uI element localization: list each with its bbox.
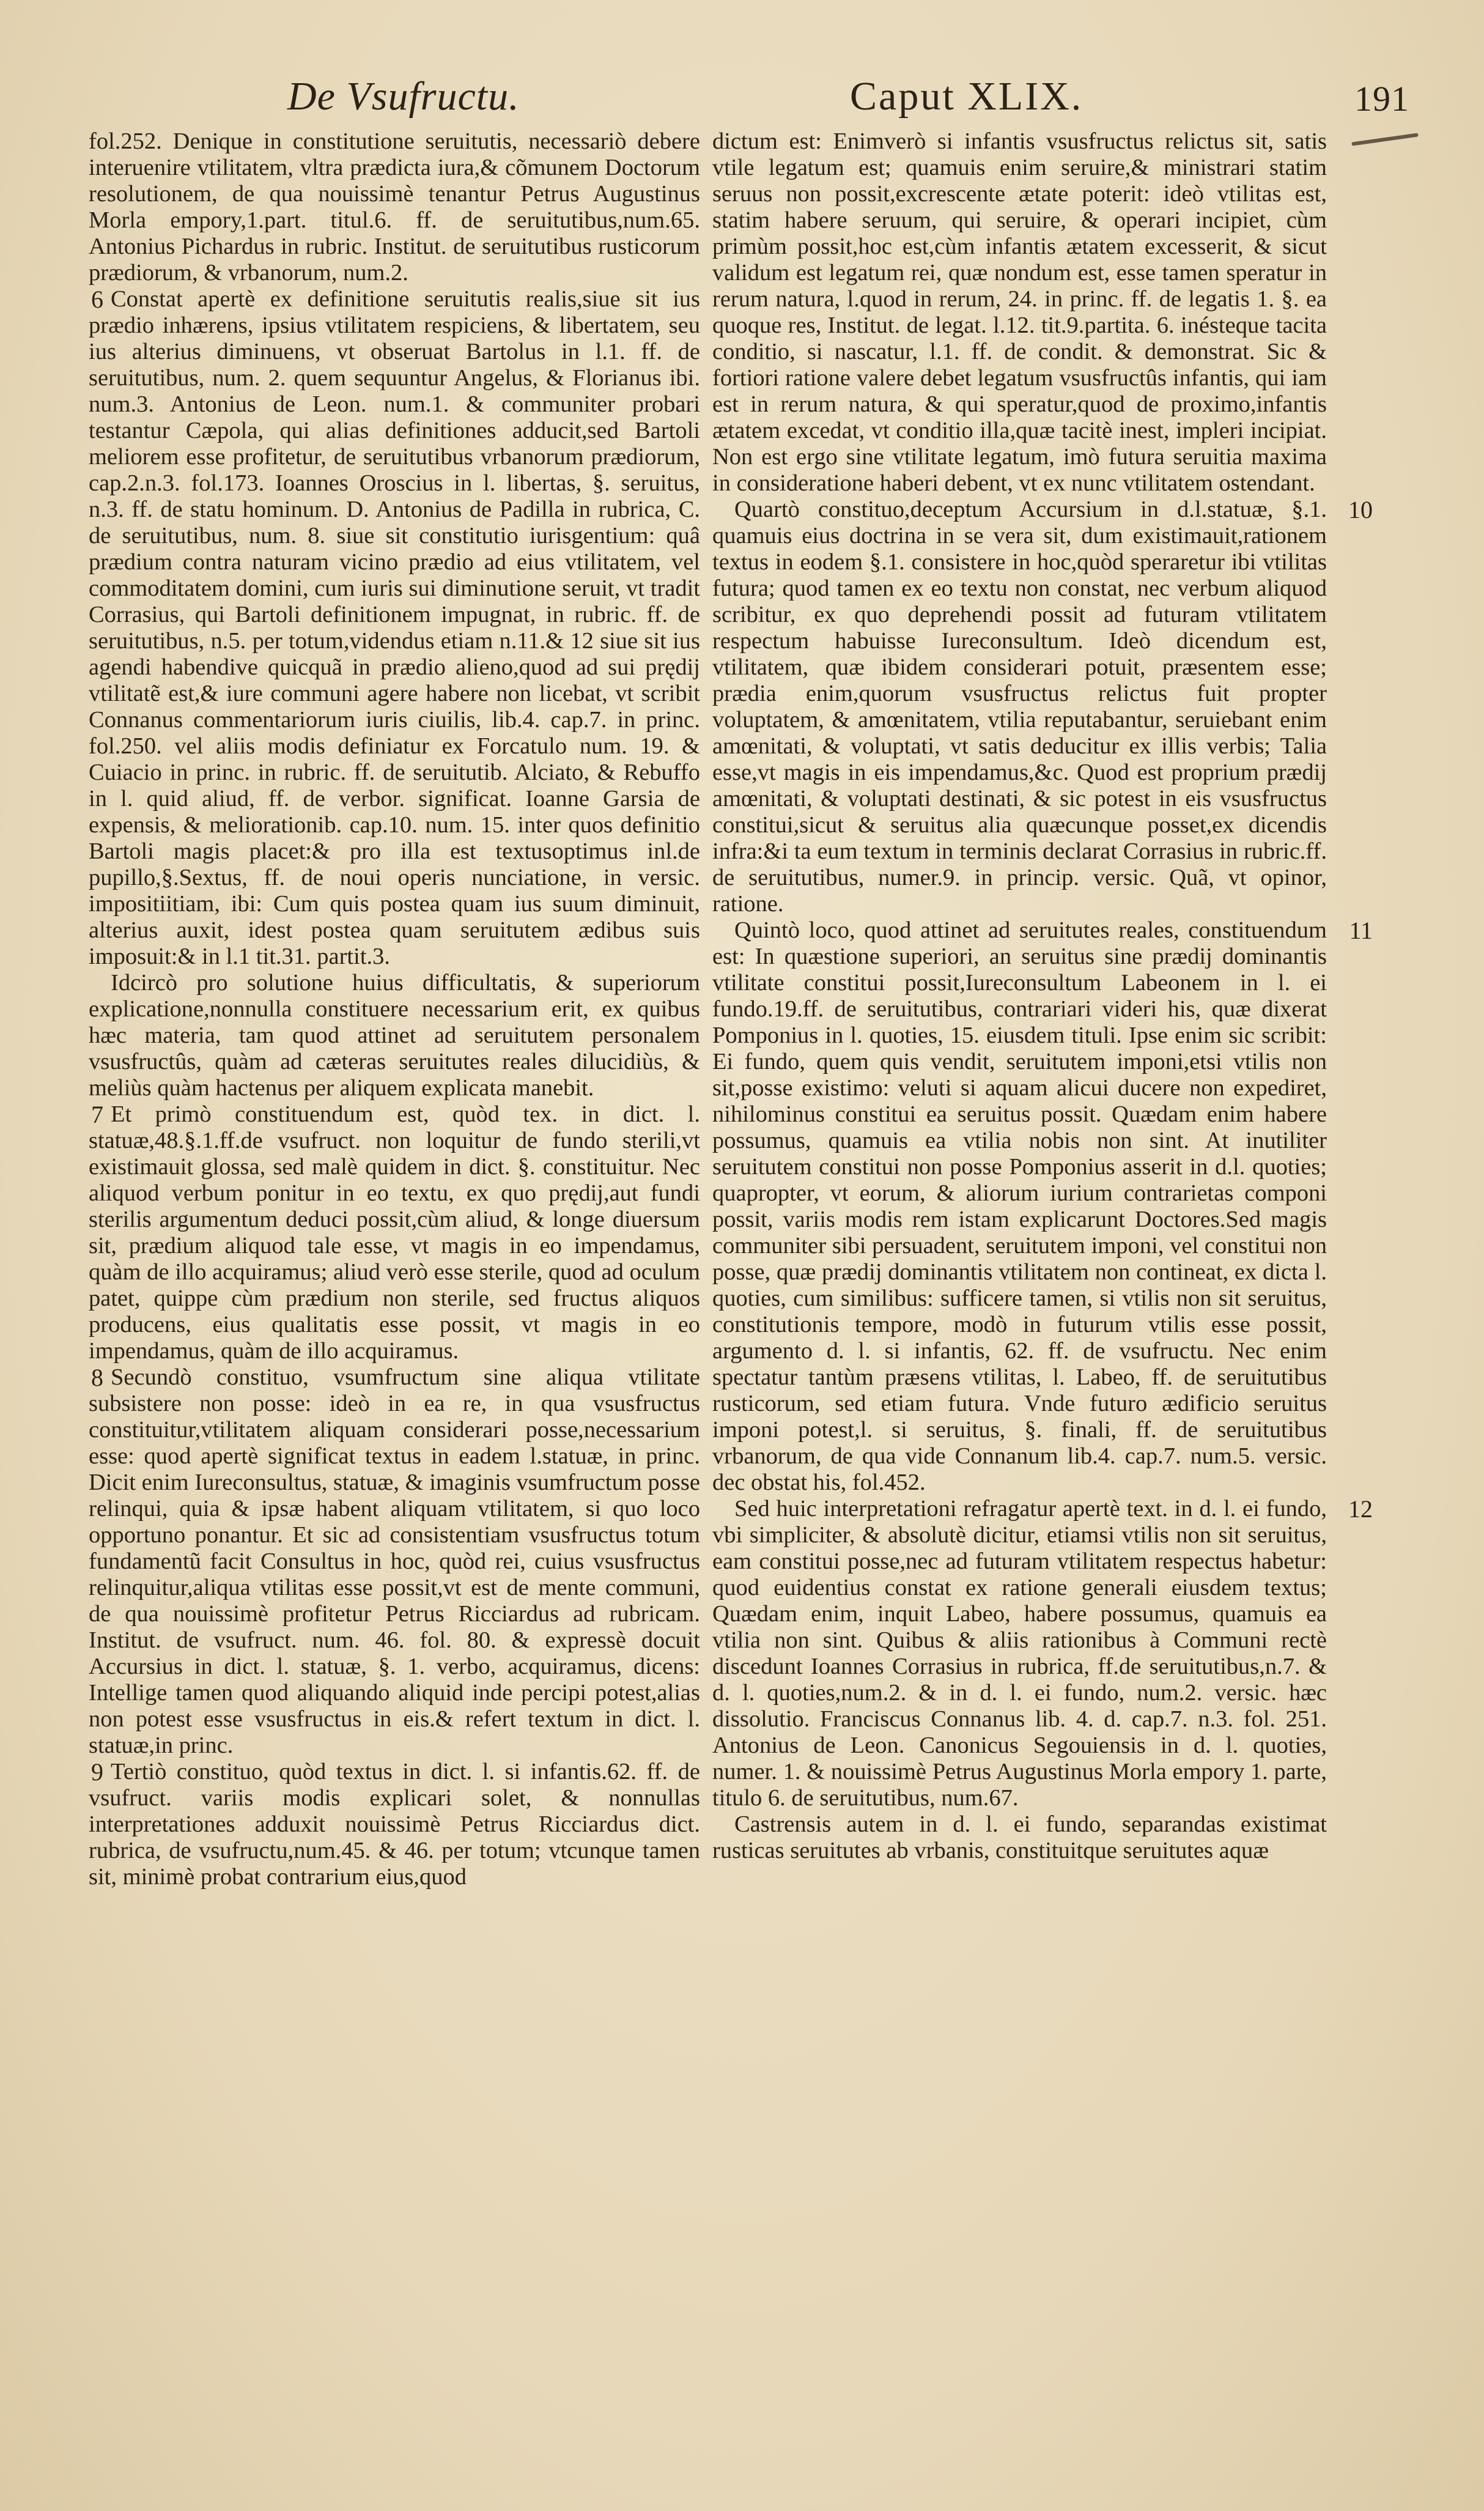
margin-number: 7 xyxy=(91,1101,103,1128)
left-column xyxy=(89,128,700,1890)
paragraph: 7 Et primò constituendum est, quòd tex. in dict. l. statuæ,48.§.1.ff.de vsufruct. non loquitur de fundo sterili,vt existimauit glossa, sed malè quidem in dict. §. constituitur. Nec aliquod verbum ponitur in eo textu, ex quo prędij,aut fundi sterilis argumentum deduci possit,cùm aliud, & longe diuersum sit, prædium aliquod tale esse, vt magis in eo impendamus, quàm de illo acquiramus; aliud verò esse sterile, quod ad oculum patet, quippe cùm prædium non sterile, sed fructus aliquos producens, eius qualitatis esse possit, vt magis in eo impendamus, quàm de illo acquiramus. xyxy=(89,1101,700,1364)
ink-mark xyxy=(1351,133,1419,146)
chapter-title: Caput XLIX. xyxy=(850,74,1083,119)
paragraph: 6 Constat apertè ex definitione seruitutis realis,siue sit ius prædio inhærens, ipsius vtilitatem respiciens, & libertatem, seu ius alterius diminuens, vt obseruat Bartolus in l.1. ff. de seruitutibus, num. 2. quem sequuntur Angelus, & Florianus ibi. num.3. Antonius de Leon. num.1. & communiter probari testantur Cæpola, qui alias definitiones adducit,sed Bartoli meliorem esse profitetur, de seruitutibus vrbanorum prædiorum, cap.2.n.3. fol.173. Ioannes Oroscius in l. libertas, §. seruitus, n.3. ff. de statu hominum. D. Antonius de Padilla in rubrica, C. de seruitutibus, num. 8. siue sit constitutio iurisgentium: quâ prædium contra naturam vicino prædio ad eius vtilitatem, vel commoditatem domini, cum iuris sui diminutione seruit, vt tradit Corrasius, qui Bartoli definitionem impugnat, in rubric. ff. de seruitutibus, n.5. per totum,videndus etiam n.11.& 12 siue sit ius agendi habendive quicquã in prædio alieno,quod ad sui prędij vtilitatẽ est,& iure communi agere habere non licebat, vt scribit Connanus commentariorum iuris ciuilis, lib.4. cap.7. in princ. fol.250. vel aliis modis definiatur ex Forcatulo num. 19. & Cuiacio in princ. in rubric. ff. de seruitutib. Alciato, & Rebuffo in l. quid aliud, ff. de verbor. significat. Ioanne Garsia de expensis, & meliorationib. cap.10. num. 15. inter quos definitio Bartoli magis placet:& pro illa est textusoptimus inl.de pupillo,§.Sextus, ff. de noui operis nunciatione, in versic. impositiitiam, ibi: Cum quis postea quam ius suum diminuit, alterius auxit, idest postea quam seruitutem ædibus suis imposuit:& in l.1 tit.31. partit.3. xyxy=(89,286,700,970)
margin-number: 8 xyxy=(91,1364,103,1391)
margin-number: 6 xyxy=(91,286,103,313)
margin-number: 12 xyxy=(1348,1495,1373,1523)
paragraph: 8 Secundò constituo, vsumfructum sine aliqua vtilitate subsistere non posse: ideò in ea re, in qua vsusfructus constituitur,vtilitatem aliquam considerari posse,necessarium esse: quod apertè significat textus in eadem l.statuæ, in princ. Dicit enim Iureconsultus, statuæ, & imaginis vsumfructum posse relinqui, quia & ipsæ habent aliquam vtilitatem, si quo loco opportuno ponantur. Et sic ad consistentiam vsusfructus totum fundamentũ facit Consultus in hoc, quòd rei, cuius vsusfructus relinquitur,aliqua vtilitas esse possit,vt est de mente communi, de qua nouissimè profitetur Petrus Ricciardus ad rubricam. Institut. de vsufruct. num. 46. fol. 80. & expressè docuit Accursius in dict. l. statuæ, §. 1. verbo, acquiramus, dicens: Intellige tamen quod aliquando aliquid inde percipi potest,alias non potest esse vsusfructus in eis.& refert textum in dict. l. statuæ,in princ. xyxy=(89,1364,700,1759)
paragraph: 9 Tertiò constituo, quòd textus in dict. l. si infantis.62. ff. de vsufruct. variis modis explicari solet, & nonnullas interpretationes adduxit nouissimè Petrus Ricciardus dict. rubrica, de vsufructu,num.45. & 46. per totum; vtcunque tamen sit, minimè probat contrarium eius,quod xyxy=(89,1759,700,1890)
paragraph: 12 Sed huic interpretationi refragatur apertè text. in d. l. ei fundo, vbi simpliciter, & absolutè dicitur, etiamsi vtilis non sit seruitus, eam constitui posse,nec ad futuram vtilitatem respectus habetur: quod euidentius constat ex ratione generali eiusdem textus; Quædam enim, inquit Labeo, habere possumus, quamuis ea vtilia non sint. Quibus & aliis rationibus à Communi rectè discedunt Ioannes Corrasius in rubrica, ff.de seruitutibus,n.7. & d. l. quoties,num.2. & in d. l. ei fundo, num.2. versic. hæc dissolutio. Franciscus Connanus lib. 4. d. cap.7. n.3. fol. 251. Antonius de Leon. Canonicus Segouiensis in d. l. quoties, numer. 1. & nouissimè Petrus Augustinus Morla empory 1. parte, titulo 6. de seruitutibus, num.67. xyxy=(712,1495,1373,1811)
paragraph: 11 Quintò loco, quod attinet ad seruitutes reales, constituendum est: In quæstione superiori, an seruitus sine prædij dominantis vtilitate constitui possit,Iureconsultum Labeonem in l. ei fundo.19.ff. de seruitutibus, contrariari videri his, quæ dixerat Pomponius in l. quoties, 15. eiusdem tituli. Ipse enim sic scribit: Ei fundo, quem quis vendit, seruitutem imponi,etsi vtilis non sit,posse existimo: veluti si aquam alicui ducere non expediret, nihilominus constitui ea seruitus possit. Quædam enim habere possumus, quamuis ea vtilia nobis non sint. At inutiliter seruitutem constitui non posse Pomponius asserit in d.l. quoties; quapropter, vt eorum, & aliorum iurium contrarietas componi possit, variis modis rem istam explicarunt Doctores.Sed magis communiter sibi persuadent, seruitutem imponi, vel constitui non posse, quæ prædij dominantis vtilitatem non contineat, ex dicta l. quoties, cum similibus: sufficere tamen, si vtilis non sit seruitus, constitutionis tempore, modò in futurum vtilis esse possit, argumento d. l. si infantis, 62. ff. de vsufructu. Nec enim spectatur tantùm præsens vtilitas, l. Labeo, ff. de seruitutibus rusticorum, sed etiam futura. Vnde futuro ædificio seruitus imponi potest,l. si seruitus, §. finali, ff. de seruitutibus vrbanorum, de qua vide Connanum lib.4. cap.7. num.5. versic. dec obstat his, fol.452. xyxy=(712,917,1373,1495)
margin-number: 11 xyxy=(1349,917,1373,944)
paragraph: fol.252. Denique in constitutione seruitutis, necessariò debere interuenire vtilitatem, vltra prædicta iura,& cõmunem Doctorum resolutionem, de qua nouissimè tenantur Petrus Augustinus Morla empory,1.part. titul.6. ff. de seruitutibus,num.65. Antonius Pichardus in rubric. Institut. de seruitutibus rusticorum prædiorum, & vrbanorum, num.2. xyxy=(89,128,700,286)
running-title-left: De Vsufructu. xyxy=(287,74,520,119)
margin-number: 9 xyxy=(91,1758,103,1786)
margin-number: 10 xyxy=(1348,496,1373,523)
page-number: 191 xyxy=(1354,79,1409,119)
right-column xyxy=(712,128,1373,1864)
paragraph: 10 Quartò constituo,deceptum Accursium in d.l.statuæ, §.1. quamuis eius doctrina in se vera sit, dum existimauit,rationem textus in eodem §.1. consistere in hoc,quòd speraretur ibi vtilitas futura; quod tamen ex eo textu non constat, nec verbum aliquod scribitur, ex quo deprehendi possit ad futuram vtilitatem respectum habuisse Iureconsultum. Ideò dicendum est, vtilitatem, quæ ibidem considerari potuit, præsentem esse; prædia enim,quorum vsusfructus relictus fuit propter voluptatem, & amœnitatem, vtilia reputabantur, seruiebant enim amœnitati, & voluptati, vt satis deducitur ex illis verbis; Talia esse,vt magis in eis impendamus,&c. Quod est proprium prædij amœnitati, & voluptati destinati, & sic potest in eis vsusfructus constitui,sicut & seruitus alia quæcunque posset,ex dicendis infra:&i ta eum textum in terminis declarat Corrasius in rubric.ff. de seruitutibus, numer.9. in princip. versic. Quã, vt opinor, ratione. xyxy=(712,496,1373,917)
paragraph: dictum est: Enimverò si infantis vsusfructus relictus sit, satis vtile legatum est; quamuis enim seruire,& ministrari statim seruus non possit,excrescente ætate poterit: ideò vtilitas est, statim habere seruum, qui seruire, & operari incipiet, cùm primùm possit,hoc est,cùm infantis ætatem excesserit, & sicut validum est legatum rei, quæ nondum est, esse tamen speratur in rerum natura, l.quod in rerum, 24. in princ. ff. de legatis 1. §. ea quoque res, Institut. de legat. l.12. tit.9.partita. 6. inésteque tacita conditio, si nascatur, l.1. ff. de condit. & demonstrat. Sic & fortiori ratione valere debet legatum vsusfructûs infantis, qui iam est in rerum natura, & qui speratur,quod de proximo,infantis ætatem excedat, vt conditio illa,quæ tacitè inest, impleri incipiat. Non est ergo sine vtilitate legatum, imò futura seruitia maxima in consideratione haberi debent, vt ex nunc vtilitatem ostendant. xyxy=(712,128,1327,496)
paragraph: Castrensis autem in d. l. ei fundo, separandas existimat rusticas seruitutes ab vrbanis, constituitque seruitutes aquæ xyxy=(712,1811,1327,1863)
paragraph: Idcircò pro solutione huius difficultatis, & superiorum explicatione,nonnulla constituere necessarium erit, ex quibus hæc materia, tam quod attinet ad seruitutem personalem vsusfructûs, quàm ad cæteras seruitutes reales dilucidiùs, & meliùs quàm hactenus per aliquem explicata manebit. xyxy=(89,970,700,1101)
